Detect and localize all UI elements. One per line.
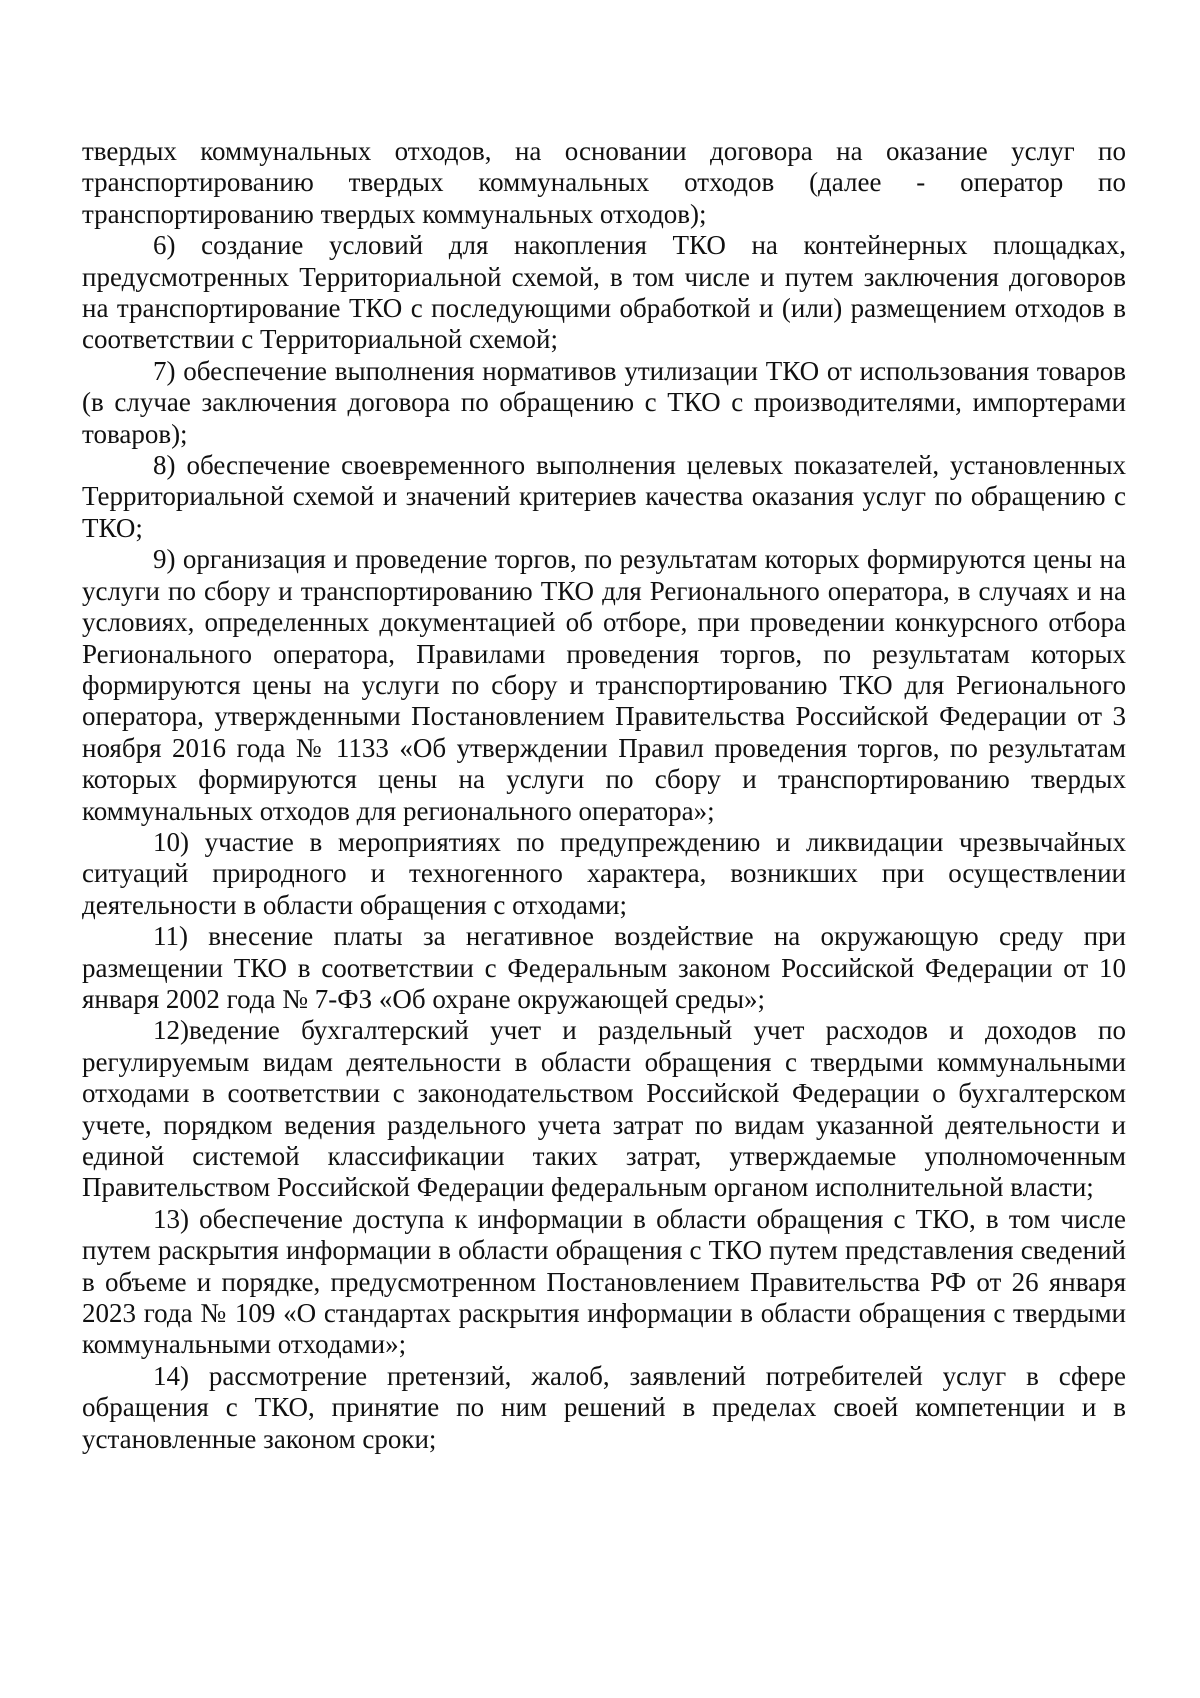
- paragraph-item-9: 9) организация и проведение торгов, по результатам которых формируются цены на услуги по сбору и транспортированию ТКО для Регионального оператора, в случаях и на условиях, определенных документацией об отборе, при проведении конкурсного отбора Регионального оператора, Правилами проведения торгов, по результатам которых формируются цены на услуги по сбору и транспортированию ТКО для Регионального оператора, утвержденными Постановлением Правительства Российской Федерации от 3 ноября 2016 года № 1133 «Об утверждении Правил проведения торгов, по результатам которых формируются цены на услуги по сбору и транспортированию твердых коммунальных отходов для регионального оператора»;: [82, 544, 1126, 826]
- paragraph-continuation: твердых коммунальных отходов, на основании договора на оказание услуг по транспортированию твердых коммунальных отходов (далее - оператор по транспортированию твердых коммунальных отходов);: [82, 136, 1126, 229]
- paragraph-item-8: 8) обеспечение своевременного выполнения целевых показателей, установленных Территориальной схемой и значений критериев качества оказания услуг по обращению с ТКО;: [82, 450, 1126, 543]
- document-page: [82, 136, 1126, 1455]
- paragraph-item-14: 14) рассмотрение претензий, жалоб, заявлений потребителей услуг в сфере обращения с ТКО, принятие по ним решений в пределах своей компетенции и в установленные законом сроки;: [82, 1360, 1126, 1454]
- paragraph-item-12: 12)ведение бухгалтерский учет и раздельный учет расходов и доходов по регулируемым видам деятельности в области обращения с твердыми коммунальными отходами в соответствии с законодательством Российской Федерации о бухгалтерском учете, порядком ведения раздельного учета затрат по видам указанной деятельности и единой системой классификации таких затрат, утверждаемые уполномоченным Правительством Российской Федерации федеральным органом исполнительной власти;: [82, 1015, 1126, 1203]
- paragraph-item-11: 11) внесение платы за негативное воздействие на окружающую среду при размещении ТКО в соответствии с Федеральным законом Российской Федерации от 10 января 2002 года № 7-ФЗ «Об охране окружающей среды»;: [82, 921, 1126, 1014]
- paragraph-item-7: 7) обеспечение выполнения нормативов утилизации ТКО от использования товаров (в случае заключения договора по обращению с ТКО с производителями, импортерами товаров);: [82, 355, 1126, 449]
- paragraph-item-13: 13) обеспечение доступа к информации в области обращения с ТКО, в том числе путем раскрытия информации в области обращения с ТКО путем представления сведений в объеме и порядке, предусмотренном Постановлением Правительства РФ от 26 января 2023 года № 109 «О стандартах раскрытия информации в области обращения с твердыми коммунальными отходами»;: [82, 1203, 1126, 1360]
- paragraph-item-10: 10) участие в мероприятиях по предупреждению и ликвидации чрезвычайных ситуаций природного и техногенного характера, возникших при осуществлении деятельности в области обращения с отходами;: [82, 826, 1126, 920]
- paragraph-item-6: 6) создание условий для накопления ТКО на контейнерных площадках, предусмотренных Территориальной схемой, в том числе и путем заключения договоров на транспортирование ТКО с последующими обработкой и (или) размещением отходов в соответствии с Территориальной схемой;: [82, 230, 1126, 355]
